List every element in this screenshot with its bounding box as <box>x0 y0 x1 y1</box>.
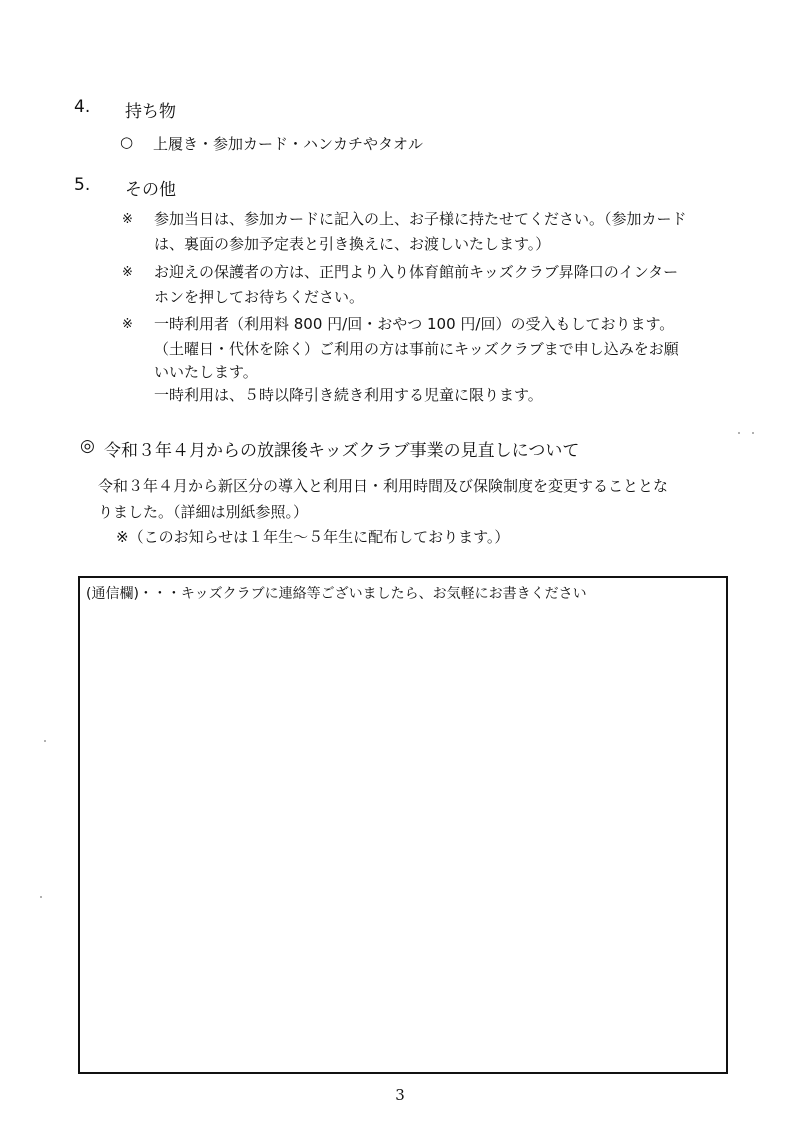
note-3-line-4: 一時利用は、５時以降引き続き利用する児童に限ります。 <box>154 386 543 404</box>
notice-title: 令和３年４月からの放課後キッズクラブ事業の見直しについて <box>104 441 580 461</box>
double-circle-icon: ◎ <box>80 436 95 456</box>
communication-box[interactable] <box>78 576 728 1074</box>
note-mark-icon: ※ <box>122 265 133 280</box>
notice-line-1: 令和３年４月から新区分の導入と利用日・利用時間及び保険制度を変更することとな <box>98 477 669 495</box>
scan-speck <box>738 432 740 434</box>
note-1-line-2: は、裏面の参加予定表と引き換えに、お渡しいたします。） <box>154 235 551 253</box>
section-5-title: その他 <box>125 180 176 200</box>
section-4-title: 持ち物 <box>125 102 176 122</box>
belongings-list: 上履き・参加カード・ハンカチやタオル <box>153 135 424 153</box>
scan-speck <box>44 740 46 742</box>
bullet-icon: ○ <box>120 133 134 151</box>
section-4-number: 4. <box>74 97 91 117</box>
section-5-number: 5. <box>74 175 91 195</box>
note-mark-icon: ※ <box>122 212 133 227</box>
scan-speck <box>40 896 42 898</box>
note-3-line-1: 一時利用者（利用料 800 円/回・おやつ 100 円/回）の受入もしております。 <box>154 315 675 333</box>
note-2-line-2: ホンを押してお待ちください。 <box>154 288 365 306</box>
notice-line-3: ※（このお知らせは１年生～５年生に配布しております。） <box>116 528 510 546</box>
note-1-line-1: 参加当日は、参加カードに記入の上、お子様に持たせてください。（参加カード <box>154 210 687 228</box>
note-3-line-2: （土曜日・代休を除く）ご利用の方は事前にキッズクラブまで申し込みをお願 <box>154 340 679 358</box>
note-3-line-3: いいたします。 <box>154 363 258 381</box>
page-number: 3 <box>395 1086 405 1104</box>
notice-line-2: りました。（詳細は別紙参照。） <box>98 503 309 521</box>
note-2-line-1: お迎えの保護者の方は、正門より入り体育館前キッズクラブ昇降口のインター <box>154 263 679 281</box>
scan-speck <box>752 432 754 434</box>
communication-box-label: (通信欄)・・・キッズクラブに連絡等ございましたら、お気軽にお書きください <box>86 586 587 602</box>
note-mark-icon: ※ <box>122 317 133 332</box>
